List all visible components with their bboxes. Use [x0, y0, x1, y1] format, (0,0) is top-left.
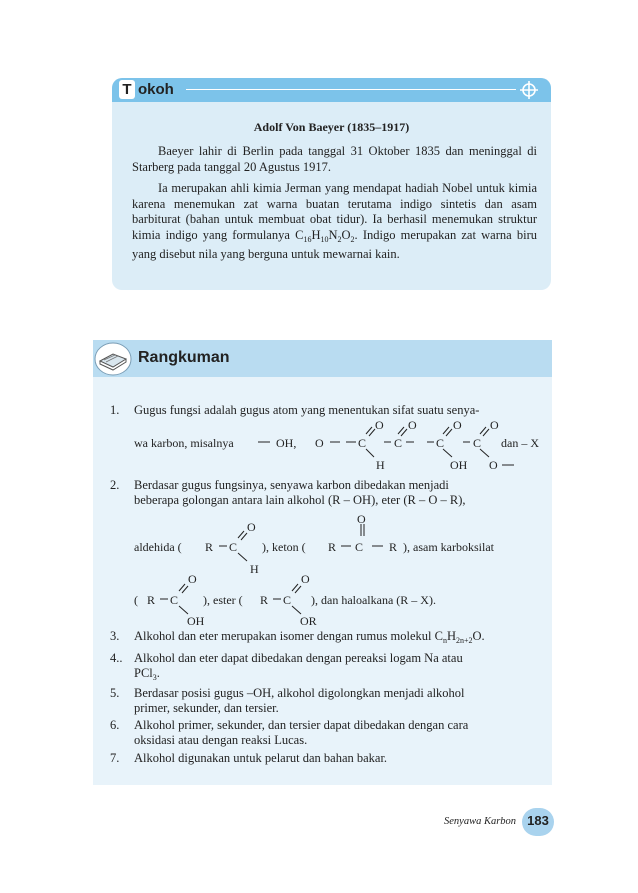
item-5-line-1: Berdasar posisi gugus –OH, alkohol digolongkan menjadi alkohol: [134, 686, 465, 700]
keton-c: C: [355, 540, 364, 554]
indigo-formula: $C_{16}H_{10}N_2O_2$: [295, 227, 355, 244]
item-3-number: 3.: [110, 629, 120, 643]
tokoh-paragraph-1-text: Baeyer lahir di Berlin pada tanggal 31 Oktober 1835 dan meninggal di Starberg pada tanggal 20 Agustus 1917.: [132, 144, 537, 174]
item-5-number: 5.: [110, 686, 120, 700]
item-1-c-keton: C: [394, 436, 403, 450]
item-2-line-1: Berdasar gugus fungsinya, senyawa karbon dibedakan menjadi: [134, 478, 449, 492]
tokoh-paragraph-2-text: Ia merupakan ahli kimia Jerman yang mendapat hadiah Nobel untuk kimia karena menemukan zat warna buatan terutama indigo sintetis dan asam barbiturat (bahan untuk membuat obat tidur). Ia berhasil menemukan struktur kimia indigo yang formulanya: [132, 181, 537, 242]
item-1-o: O: [315, 436, 324, 450]
item-2-aldehida-label: aldehida (: [134, 540, 182, 554]
item-1-o-ester: O: [490, 418, 499, 432]
acid-o: O: [188, 572, 197, 586]
aldehida-r: R: [205, 540, 214, 554]
ester-c: C: [283, 593, 292, 607]
item-4-line-1: Alkohol dan eter dapat dibedakan dengan pereaksi logam Na atau: [134, 651, 463, 665]
aldehida-c: C: [229, 540, 238, 554]
item-1-oh-acid: OH: [450, 458, 468, 472]
item-2-acid-open: (: [134, 593, 138, 607]
item-3-text: Alkohol dan eter merupakan isomer dengan rumus molekul $C_nH_{2n+2}O$.: [134, 629, 485, 645]
item-2-line-2: beberapa golongan antara lain alkohol (R – OH), eter (R – O – R),: [134, 493, 466, 507]
item-2-karboksilat-label: ), asam karboksilat: [403, 540, 494, 554]
ester-or: OR: [300, 614, 317, 628]
tokoh-label: okoh: [138, 81, 174, 98]
tokoh-paragraph-2-tail: . Indigo merupakan zat warna biru yang disebut nila yang berguna untuk mewarnai kain.: [132, 227, 538, 261]
item-1-o-aldehyde: O: [375, 418, 384, 432]
item-1-c-ester: C: [473, 436, 482, 450]
item-1-c-aldehyde: C: [358, 436, 367, 450]
keton-r-left: R: [328, 540, 337, 554]
item-7-line-1: Alkohol digunakan untuk pelarut dan bahan bakar.: [134, 751, 388, 765]
page-number: 183: [527, 813, 549, 828]
item-7-number: 7.: [110, 751, 120, 765]
item-5-line-2: primer, sekunder, dan tersier.: [134, 701, 279, 715]
item-2-number: 2.: [110, 478, 120, 492]
item-2-ester-label: ), ester (: [203, 593, 243, 607]
item-1-o-end: O: [489, 458, 498, 472]
item-6-number: 6.: [110, 718, 120, 732]
item-2-keton-label: ), keton (: [262, 540, 306, 554]
aldehida-h: H: [250, 562, 259, 576]
item-4-number: 4..: [110, 651, 123, 665]
chapter-label: Senyawa Karbon: [444, 816, 517, 827]
item-1-line-2: wa karbon, misalnya: [134, 436, 234, 450]
item-1-o-keton: O: [408, 418, 417, 432]
aldehida-o: O: [247, 520, 256, 534]
item-6-line-2: oksidasi atau dengan reaksi Lucas.: [134, 733, 308, 747]
item-1-number: 1.: [110, 403, 120, 417]
item-1-h-aldehyde: H: [376, 458, 385, 472]
tokoh-initial: T: [119, 80, 135, 99]
item-1-end: dan – X: [501, 436, 539, 450]
acid-c: C: [170, 593, 179, 607]
item-4-line-2: PCl$_3$.: [134, 666, 160, 682]
item-1-line-1: Gugus fungsi adalah gugus atom yang menentukan sifat suatu senya-: [134, 403, 480, 417]
item-1-c-acid: C: [436, 436, 445, 450]
acid-r: R: [147, 593, 156, 607]
item-6-line-1: Alkohol primer, sekunder, dan tersier dapat dibedakan dengan cara: [134, 718, 469, 732]
rangkuman-title: Rangkuman: [138, 349, 230, 366]
ester-r: R: [260, 593, 269, 607]
acid-oh: OH: [187, 614, 205, 628]
keton-o: O: [357, 512, 366, 526]
item-2-haloalkana-label: ), dan haloalkana (R – X).: [311, 593, 436, 607]
keton-r-right: R: [389, 540, 398, 554]
item-1-o-acid: O: [453, 418, 462, 432]
tokoh-title: Adolf Von Baeyer (1835–1917): [253, 120, 410, 134]
ester-o: O: [301, 572, 310, 586]
item-1-oh: OH,: [276, 436, 297, 450]
